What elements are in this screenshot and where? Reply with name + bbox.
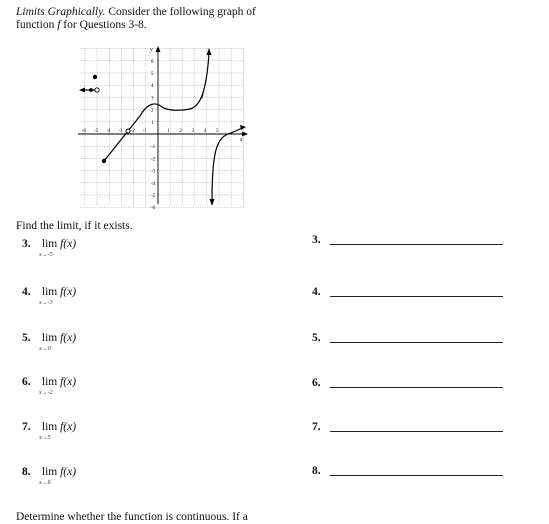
- question-item: [22, 466, 77, 486]
- x-tick-label: 1: [167, 129, 170, 134]
- lim-text: lim: [41, 466, 58, 478]
- answer-line[interactable]: [330, 387, 503, 388]
- graph-tick-labels: [82, 60, 219, 210]
- intro-text: [16, 6, 316, 32]
- lim-text: lim: [41, 238, 58, 250]
- graph-axes: [78, 46, 248, 204]
- function-text: f(x): [60, 286, 77, 298]
- answer-number: 3.: [312, 234, 321, 246]
- function-text: f(x): [60, 332, 77, 344]
- graph-curve: [79, 48, 246, 206]
- y-tick-label: 4: [151, 84, 154, 90]
- answer-number: 8.: [312, 465, 321, 477]
- curve-label: f: [202, 93, 204, 99]
- approach-text: x→5: [39, 435, 51, 441]
- x-tick-label: -3: [118, 129, 123, 134]
- y-tick-label: 2: [151, 108, 154, 114]
- lim-text: lim: [41, 332, 58, 344]
- approach-text: x→-5: [39, 252, 53, 258]
- answer-line[interactable]: [330, 475, 503, 476]
- left-segment-arrow: [79, 88, 85, 93]
- open-point-diagonal: [126, 129, 130, 133]
- y-tick-label: 6: [151, 59, 154, 65]
- question-item: [22, 376, 77, 396]
- x-axis-arrow: [242, 132, 248, 137]
- x-tick-label: -6: [81, 129, 86, 134]
- question-number: 8.: [22, 466, 31, 478]
- x-axis-letter: x: [240, 137, 243, 143]
- x-tick-label: 5: [216, 129, 219, 134]
- question-number: 4.: [22, 286, 31, 298]
- function-text: f(x): [60, 238, 77, 250]
- question-number: 7.: [22, 421, 31, 433]
- lim-text: lim: [41, 376, 58, 388]
- question-item: [22, 332, 77, 352]
- intro-line1: Consider the following graph of: [105, 6, 256, 18]
- answer-number: 6.: [312, 377, 321, 389]
- question-number: 5.: [22, 332, 31, 344]
- x-tick-label: -2: [130, 129, 135, 134]
- lim-text: lim: [41, 421, 58, 433]
- function-text: f(x): [60, 421, 77, 433]
- question-number: 6.: [22, 376, 31, 388]
- x-tick-label: -5: [94, 129, 99, 134]
- y-tick-label: -4: [151, 181, 156, 187]
- answer-number: 7.: [312, 421, 321, 433]
- y-tick-label: 5: [151, 72, 154, 77]
- x-tick-label: -4: [106, 129, 111, 134]
- right-curve: [212, 128, 242, 202]
- y-tick-label: -6: [151, 206, 156, 210]
- right-curve-arrow-down: [210, 199, 215, 206]
- y-tick-label: -2: [151, 157, 156, 163]
- y-tick-label: 3: [151, 96, 154, 102]
- y-tick-label: 1: [151, 120, 154, 126]
- y-axis-arrow: [156, 46, 161, 52]
- intro-line2-post: for Questions 3-8.: [60, 19, 147, 31]
- question-item: [22, 238, 77, 258]
- answer-line[interactable]: [330, 296, 503, 297]
- function-graph: [76, 44, 252, 210]
- answer-number: 4.: [312, 286, 321, 298]
- question-item: [22, 421, 77, 441]
- intro-line2-pre: function: [16, 19, 58, 31]
- closed-point-left-a: [89, 88, 93, 92]
- middle-curve-arrow: [207, 48, 212, 55]
- question-number: 3.: [22, 238, 31, 250]
- approach-text: x→0: [39, 346, 51, 352]
- answer-number: 5.: [312, 332, 321, 344]
- y-axis-letter: y: [150, 47, 153, 53]
- answer-line[interactable]: [330, 431, 503, 432]
- answer-line[interactable]: [330, 244, 503, 245]
- x-tick-label: -1: [142, 129, 147, 134]
- answer-line[interactable]: [330, 342, 503, 343]
- find-limit-instruction: Find the limit, if it exists.: [16, 220, 133, 232]
- approach-text: x→-2: [39, 390, 53, 396]
- y-tick-label: -5: [151, 194, 156, 199]
- question-item: [22, 286, 77, 306]
- y-tick-label: -1: [151, 145, 156, 151]
- y-tick-label: -3: [151, 169, 156, 175]
- graph-grid: [80, 48, 244, 207]
- closed-point-diagonal-start: [102, 159, 106, 163]
- open-point-left-segment: [95, 88, 99, 92]
- approach-text: x→-3: [39, 300, 53, 306]
- section-title: Limits Graphically.: [16, 6, 106, 18]
- intro-f: f: [57, 19, 61, 31]
- x-tick-label: 2: [179, 129, 182, 134]
- lim-text: lim: [41, 286, 58, 298]
- continuity-instruction: Determine whether the function is continuous. If a: [16, 511, 248, 523]
- approach-text: x→6: [39, 480, 51, 486]
- x-tick-label: 4: [203, 129, 207, 134]
- x-tick-label: 3: [191, 129, 195, 134]
- function-text: f(x): [60, 376, 77, 388]
- closed-point-upper: [93, 75, 97, 79]
- function-text: f(x): [60, 466, 77, 478]
- right-curve-arrow-right: [240, 125, 246, 130]
